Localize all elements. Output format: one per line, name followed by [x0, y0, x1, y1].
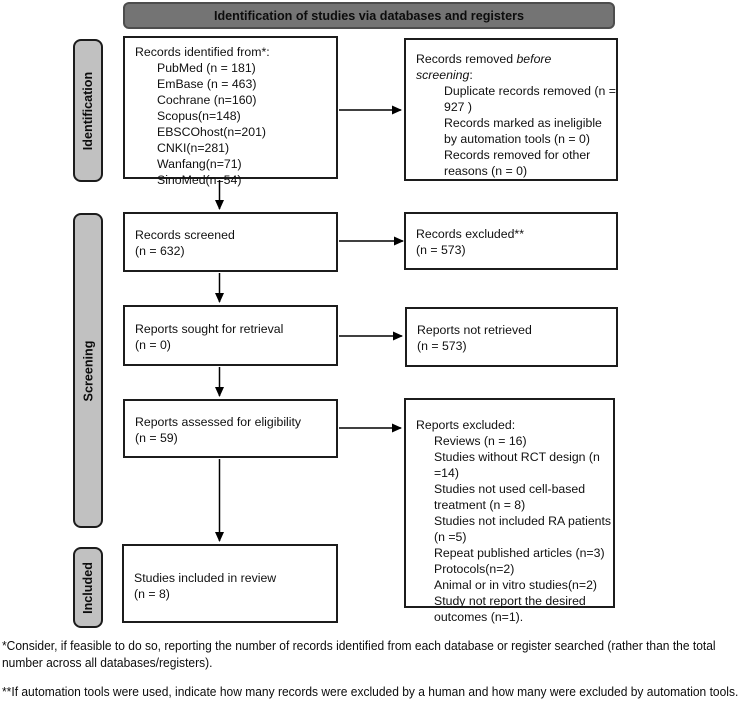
- footnote-double-asterisk: **If automation tools were used, indicate how many records were excluded by a human and how many were excluded by automation tools.: [2, 684, 739, 699]
- box-reports-assessed: [123, 399, 338, 458]
- box-records-excluded: [404, 212, 618, 270]
- excluded-item: Repeat published articles (n=3): [434, 546, 605, 560]
- box-records-screened-line1: Records screened: [135, 228, 235, 242]
- excluded-item: Animal or in vitro studies(n=2): [434, 578, 597, 592]
- box-reports-excluded: [404, 398, 615, 624]
- db-item: Cochrane (n=160): [157, 93, 257, 107]
- box-records-removed-title: Records removed before screening:: [416, 52, 552, 82]
- box-reports-assessed-line2: (n = 59): [135, 431, 178, 445]
- stage-included-label: Included: [81, 561, 95, 614]
- db-item: EBSCOhost(n=201): [157, 125, 267, 139]
- box-records-excluded-line2: (n = 573): [416, 243, 466, 257]
- box-records-identified-title: Records identified from*:: [135, 45, 270, 59]
- box-records-removed: [404, 38, 618, 181]
- box-records-excluded-line1: Records excluded**: [416, 227, 525, 241]
- banner-label: Identification of studies via databases and registers: [213, 8, 525, 23]
- box-reports-not-retrieved: [405, 307, 618, 367]
- db-item: Wanfang(n=71): [157, 157, 242, 171]
- excluded-item: Studies not included RA patients (n =5): [434, 514, 612, 544]
- db-item: CNKI(n=281): [157, 141, 230, 155]
- excluded-item: Study not report the desired outcomes (n=1).: [434, 594, 586, 624]
- removed-item: Records marked as ineligible by automation tools (n = 0): [444, 116, 602, 146]
- box-studies-included-line1: Studies included in review: [134, 571, 277, 585]
- removed-item: Duplicate records removed (n = 927 ): [444, 84, 616, 114]
- box-reports-not-retrieved-line2: (n = 573): [417, 339, 467, 353]
- banner-databases-registers: [123, 2, 615, 29]
- excluded-item: Studies not used cell-based treatment (n = 8): [434, 482, 586, 512]
- footnote-asterisk: *Consider, if feasible to do so, reporting the number of records identified from each database or register searched (rather than the total number across all databases/registers).: [2, 638, 716, 670]
- box-records-screened: [123, 212, 338, 272]
- excluded-item: Reviews (n = 16): [434, 434, 527, 448]
- box-reports-assessed-line1: Reports assessed for eligibility: [135, 415, 302, 429]
- box-reports-sought-line1: Reports sought for retrieval: [135, 322, 284, 336]
- box-reports-sought: [123, 305, 338, 366]
- db-item: EmBase (n = 463): [157, 77, 257, 91]
- excluded-item: Protocols(n=2): [434, 562, 515, 576]
- footnotes: [2, 638, 740, 701]
- removed-item: Records removed for other reasons (n = 0): [444, 148, 591, 178]
- stage-screening: [73, 213, 103, 528]
- box-records-identified: [123, 36, 338, 187]
- box-studies-included: [122, 544, 338, 623]
- box-studies-included-line2: (n = 8): [134, 587, 170, 601]
- box-reports-not-retrieved-line1: Reports not retrieved: [417, 323, 532, 337]
- stage-identification-label: Identification: [81, 71, 95, 150]
- box-records-screened-line2: (n = 632): [135, 244, 185, 258]
- stage-included: [73, 547, 103, 628]
- excluded-item: Studies without RCT design (n =14): [434, 450, 600, 480]
- db-item: PubMed (n = 181): [157, 61, 256, 75]
- box-reports-excluded-title: Reports excluded:: [416, 418, 516, 432]
- db-item: Scopus(n=148): [157, 109, 241, 123]
- db-item: SinoMed(n=54): [157, 173, 242, 187]
- stage-identification: [73, 39, 103, 182]
- box-reports-sought-line2: (n = 0): [135, 338, 171, 352]
- stage-screening-label: Screening: [81, 340, 96, 401]
